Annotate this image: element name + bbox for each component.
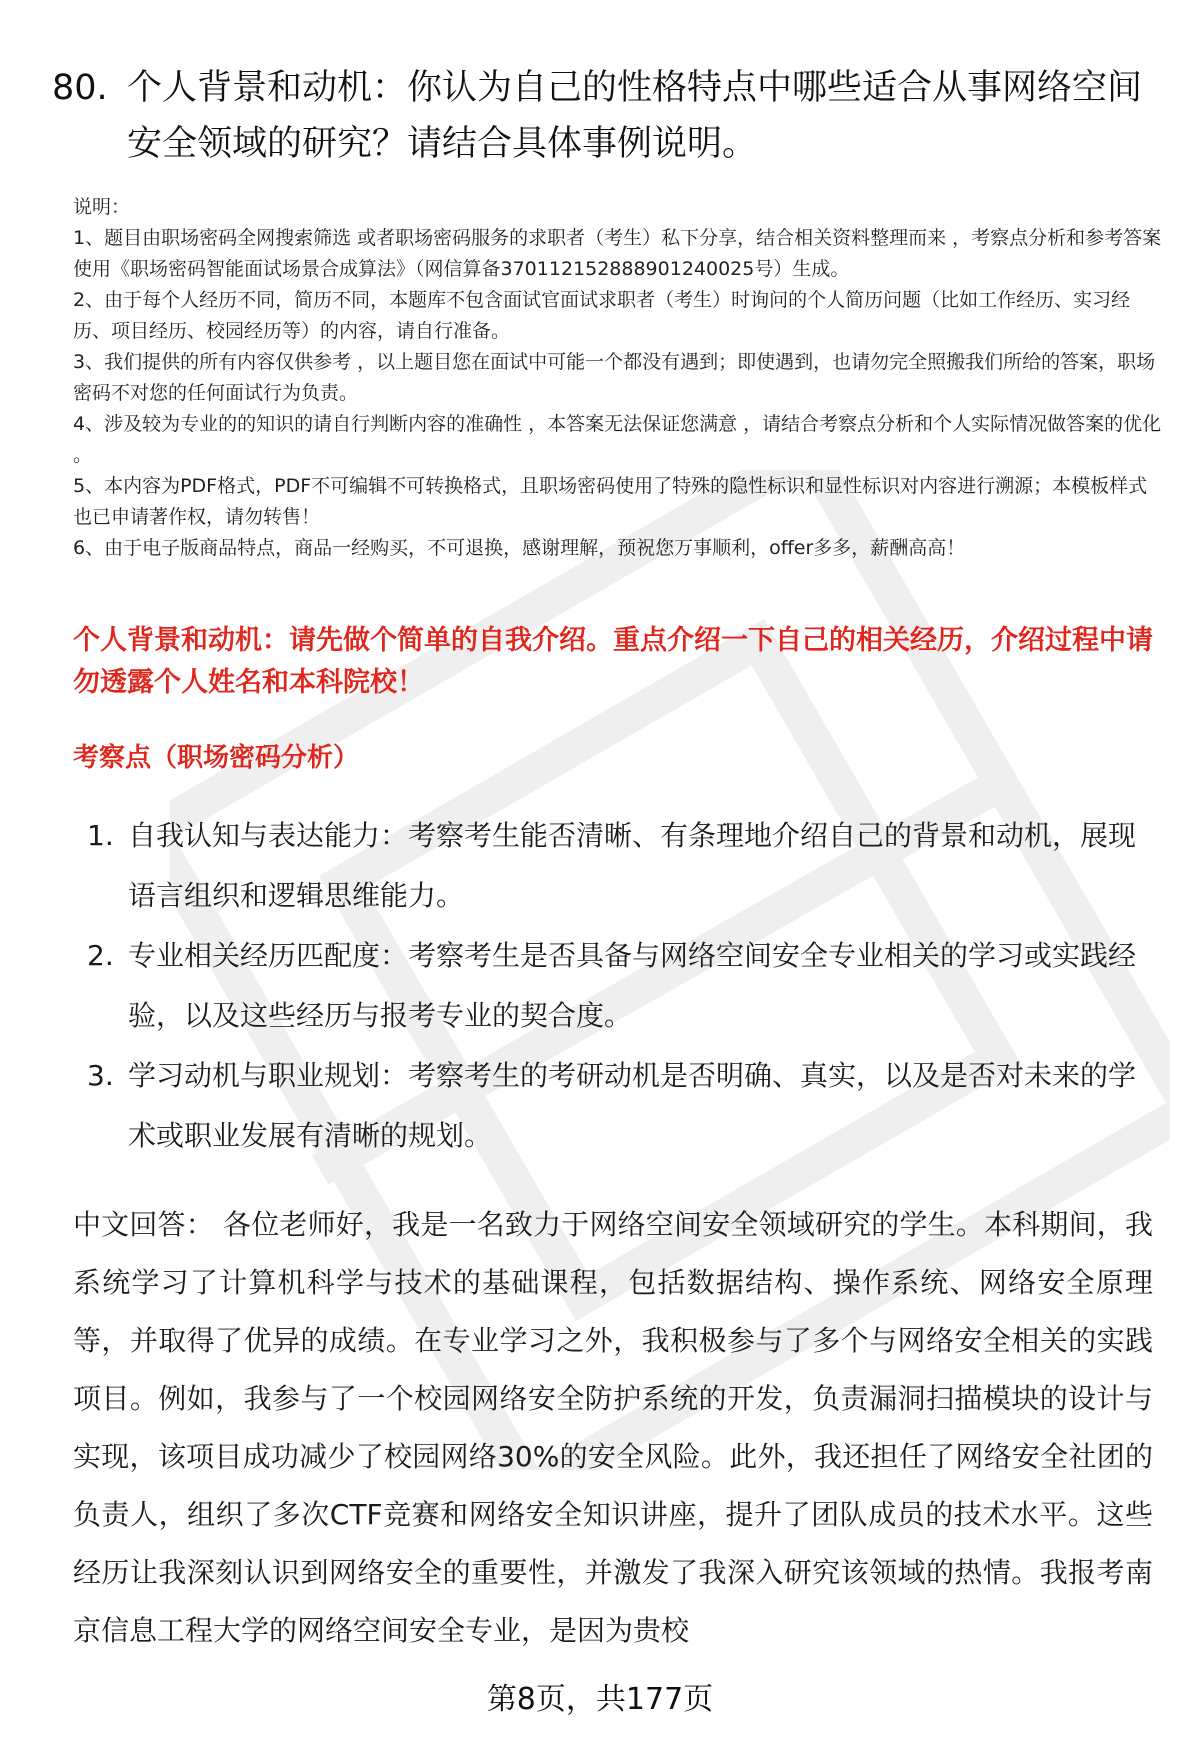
list-item [73,806,1163,926]
notes-item: 2、由于每个人经历不同，简历不同，本题库不包含面试官面试求职者（考生）时询问的个人简历问题（比如工作经历、实习经历、项目经历、校园经历等）的内容，请自行准备。 [73,289,1131,342]
page-number: 第8页，共177页 [486,1682,714,1717]
analysis-points [73,806,1163,1166]
list-item-text: 自我认知与表达能力：考察考生能否清晰、有条理地介绍自己的背景和动机，展现语言组织和逻辑思维能力。 [128,819,1137,912]
question-title [52,60,1162,172]
list-item [73,926,1163,1046]
answer-text: 各位老师好，我是一名致力于网络空间安全领域研究的学生。本科期间，我系统学习了计算机科学与技术的基础课程，包括数据结构、操作系统、网络安全原理等，并取得了优异的成绩。在专业学习之外，我积极参与了多个与网络安全相关的实践项目。例如，我参与了一个校园网络安全防护系统的开发，负责漏洞扫描模块的设计与实现，该项目成功减少了校园网络30%的安全风险。此外，我还担任了网络安全社团的负责人，组织了多次CTF竞赛和网络安全知识讲座，提升了团队成员的技术水平。这些经历让我深刻认识到网络安全的重要性，并激发了我深入研究该领域的热情。我报考南京信息工程大学的网络空间安全专业，是因为贵校 [73,1208,1153,1647]
list-item-text: 学习动机与职业规划：考察考生的考研动机是否明确、真实，以及是否对未来的学术或职业发展有清晰的规划。 [128,1059,1137,1152]
question-number: 80. [52,68,108,108]
notes-heading: 说明： [73,196,131,218]
list-item-text: 专业相关经历匹配度：考察考生是否具备与网络空间安全专业相关的学习或实践经验，以及这些经历与报考专业的契合度。 [128,939,1137,1032]
answer-paragraph [73,1196,1153,1660]
answer-label: 中文回答： [73,1208,214,1241]
notes-item: 5、本内容为PDF格式，PDF不可编辑不可转换格式，且职场密码使用了特殊的隐性标识和显性标识对内容进行溯源；本模板样式也已申请著作权，请勿转售！ [73,475,1148,528]
list-item-number: 1. [87,819,114,852]
list-item-number: 3. [87,1059,114,1092]
notes-item: 3、我们提供的所有内容仅供参考 ，以上题目您在面试中可能一个都没有遇到；即使遇到，也请勿完全照搬我们所给的答案，职场密码不对您的任何面试行为负责。 [73,351,1156,404]
notes-item: 4、涉及较为专业的的知识的请自行判断内容的准确性 ，本答案无法保证您满意 ，请结合考察点分析和个人实际情况做答案的优化 。 [73,413,1162,466]
analysis-heading: 考察点（职场密码分析） [73,743,360,773]
notes-section [73,192,1163,564]
notes-item: 1、题目由职场密码全网搜索筛选 或者职场密码服务的求职者（考生）私下分享，结合相关资料整理而来 ，考察点分析和参考答案使用《职场密码智能面试场景合成算法》（网信算备370112152888901240025号）生成。 [73,227,1162,280]
list-item [73,1046,1163,1166]
interview-prompt-heading: 个人背景和动机：请先做个简单的自我介绍。重点介绍一下自己的相关经历，介绍过程中请勿透露个人姓名和本科院校！ [73,625,1153,698]
question-text: 个人背景和动机：你认为自己的性格特点中哪些适合从事网络空间安全领域的研究？请结合具体事例说明。 [127,68,1143,164]
list-item-number: 2. [87,939,114,972]
notes-item: 6、由于电子版商品特点，商品一经购买，不可退换，感谢理解，预祝您万事顺利，offer多多，薪酬高高！ [73,537,966,559]
